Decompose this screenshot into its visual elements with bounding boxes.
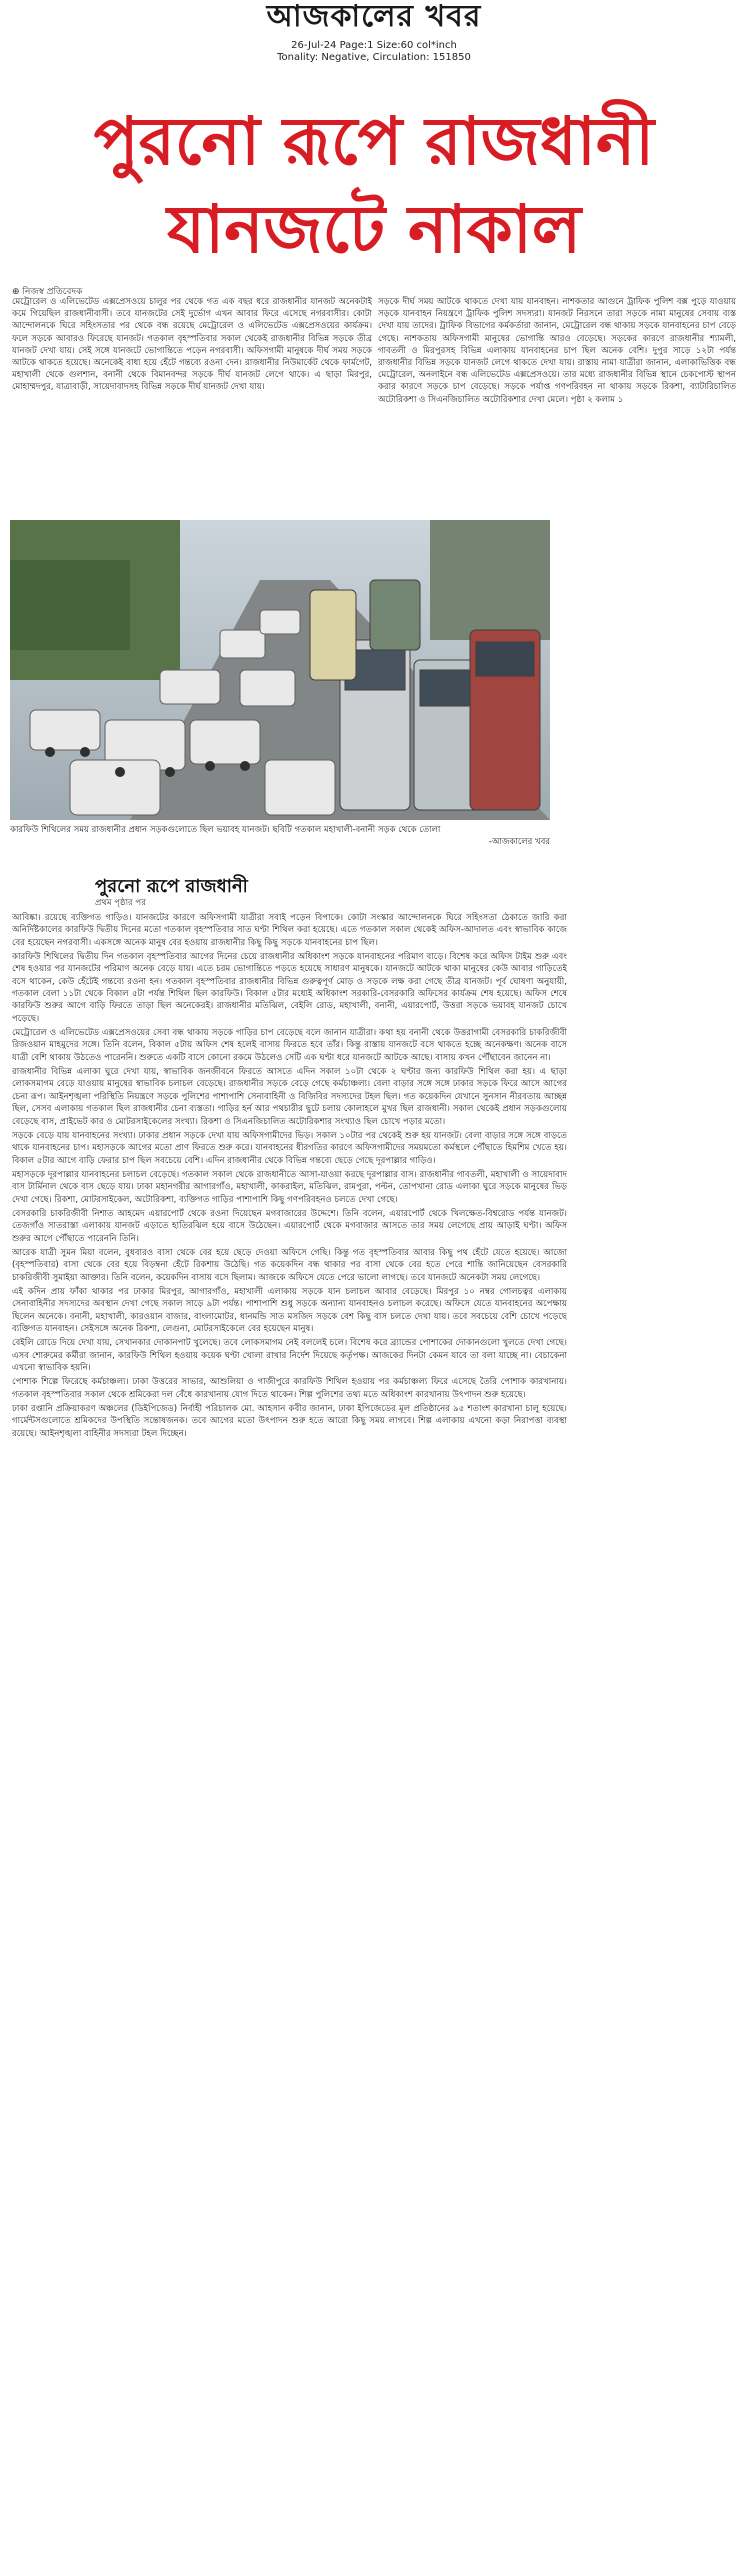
meta-line-2: Tonality: Negative, Circulation: 151850 — [277, 52, 471, 63]
body-paragraph: বেসরকারি চাকরিজীবী নিশাত আহমেদ এয়ারপোর্ট থেকে রওনা দিয়েছেন মগবাজারের উদ্দেশে। তিনি বলেন, এয়ারপোর্ট থেকে খিলক্ষেত-বিশ্বরোড পর্যন্ত যানজট। তেজগাঁও সাতরাস্তা এলাকায় যানজট এড়াতে হাতিরঝিল হয়ে বাসে উঠেছেন। এয়ারপোর্ট থেকে মগবাজার আসতে তার সময় লেগেছে প্রায় আড়াই ঘণ্টা। অফিস শুরুর আগে পৌঁছাতে পারেননি তিনি। — [12, 1208, 567, 1244]
body-paragraph: আরেক যাত্রী সুমন মিয়া বলেন, বুধবারও বাসা থেকে বের হয়ে ছেড়ে দেওয়া অফিসে গেছি। কিন্তু গত বৃহস্পতিবার আবার কিছু পথ হেঁটে যেতে হয়েছে। আজো (বৃহস্পতিবার) বাসা থেকে বের হয়ে বিড়ম্বনা হেঁটে রিকশায় উঠেছি। গত কয়েকদিন বন্ধ থাকার পর বাসা থেকে বের হতে পেরে শান্তি জানিয়েছেন বেসরকারি চাকরিজীবী সুমাইয়া আক্তার। তিনি বলেন, কয়েকদিন বাসায় বসে ছিলাম। আজকে অফিসে যেতে পেরে ভালো লাগছে। তবে যানজটে অনেকটা সময় লেগেছে। — [12, 1247, 567, 1283]
body-paragraph: আবিষ্কা। রয়েছে ব্যক্তিগত গাড়িও। যানজটের কারণে অফিসগামী যাত্রীরা সবাই পড়েন বিপাকে। কোটা সংস্কার আন্দোলনকে ঘিরে সহিংসতা ঠেকাতে জারি করা অনির্দিষ্টকালের কারফিউ দ্বিতীয় দিনের মতো গতকাল বৃহস্পতিবার সাত ঘণ্টা শিথিল করা হয়েছে। এতে গতকাল সকাল থেকেই অফিস-আদালত এবং স্বাভাবিক কাজে বের হয়েছেন নগরবাসী। একসঙ্গে অনেক মানুষ বের হওয়ায় রাজধানীর কিছু কিছু সড়কে যানবাহনের চাপ ছিল। — [12, 913, 567, 948]
clipping-meta — [0, 40, 748, 64]
traffic-jam-photo — [10, 520, 550, 820]
headline-line-1: পুরনো রূপে রাজধানী — [93, 103, 655, 180]
caption-text: কারফিউ শিথিলের সময় রাজধানীর প্রধান সড়কগুলোতে ছিল ভয়াবহ যানজট। ছবিটি গতকাল মহাখালী-বনানী সড়ক থেকে তোলা — [10, 825, 441, 835]
continuation-body — [12, 912, 567, 2552]
continuation-subheading: প্রথম পৃষ্ঠার পর — [95, 898, 146, 908]
body-paragraph: এই কদিন প্রায় ফাঁকা থাকার পর ঢাকার মিরপুর, আগারগাঁও, মহাখালী এলাকায় সড়কে যান চলাচল আবার বেড়েছে। মিরপুর ১০ নম্বর গোলচত্বর এলাকায় সেনাবাহিনীর সদস্যদের অবস্থান দেখা গেছে সকাল সাড়ে ৯টা পর্যন্ত। পাশাপাশি শুধু সড়কে অন্যান্য যানবাহনও চলাচল করেছে। অফিসে যেতে যানবাহনের অপেক্ষায় ছিলেন অনেকে। বনানী, মহাখালী, কারওয়ান বাজার, বাংলামোটর, ধানমন্ডি সাত মসজিদ সড়কে বেশ কিছু বাস চলতে দেখা যায়। তবে সবচেয়ে বেশি চোখে পড়েছে ব্যক্তিগত যানবাহন। সেইসঙ্গে অনেক রিকশা, লেগুনা, মোটরসাইকেলে বের হয়েছেন মানুষ। — [12, 1286, 567, 1334]
body-paragraph: রাজধানীর বিভিন্ন এলাকা ঘুরে দেখা যায়, স্বাভাবিক জনজীবনে ফিরতে আসতে এদিন সকাল ১০টা থেকে ২ ঘণ্টার জন্য কারফিউ শিথিল করা হয়। এ ছাড়া লোকসমাগম বেড়ে যাওয়ায় মানুষের স্বাভাবিক চলাচল বেড়েছে। রাজধানীর সড়কে বেড়ে গেছে কর্মচাঞ্চল্য। বেলা বাড়ার সঙ্গে সঙ্গে ঢাকার সড়কে ফিরে আসে আগের চেনা রূপ। আইনশৃঙ্খলা পরিস্থিতি নিয়ন্ত্রণে সড়কে পুলিশের পাশাপাশি সেনাবাহিনী ও বিজিবির সদস্যদের টহল ছিল। গত কয়েকদিন যেখানে সুনসান নীরবতায় আচ্ছন্ন ছিল, সেসব এলাকায় গতকাল ছিল রাজধানীর চেনা ব্যস্ততা। গাড়ির হর্ন আর পথচারীর ছুটে চলায় কোলাহলে মুখর ছিল রাজধানী। সকাল থেকেই প্রধান সড়কগুলোয় বেড়েছে বাস, প্রাইভেট কার ও মোটরসাইকেলের সংখ্যা। রিকশা ও সিএনজিচালিত অটোরিকশার সংখ্যাও ছিল চোখে পড়ার মতো। — [12, 1067, 567, 1127]
lead-column-2 — [378, 296, 736, 506]
body-paragraph: কারফিউ শিথিলের দ্বিতীয় দিন গতকাল বৃহস্পতিবার আগের দিনের চেয়ে রাজধানীর অধিকাংশ সড়কে যানবাহনের পরিমাণ বাড়ে। বিশেষ করে অফিস টাইম শুরু এবং শেষ হওয়ার পর যানজটের পরিমাণ অনেক বেড়ে যায়। এতে চরম ভোগান্তিতে পড়তে হয়েছে সাধারণ মানুষকে। যানজটে আটকে থাকা মানুষের কেউ আবার গাড়িতেই বসে থাকেন, কেউ হেঁটেই গন্তব্যে রওনা হন। গতকাল বৃহস্পতিবার রাজধানীর বিভিন্ন গুরুত্বপূর্ণ মোড় ও সড়কে লক্ষ করা গেছে তীব্র যানজট। পূর্ব ঘোষণা অনুযায়ী, গতকাল বেলা ১১টা থেকে বিকাল ৫টা পর্যন্ত শিথিল ছিল কারফিউ। বিকাল ৫টার মধ্যেই অধিকাংশ সরকারি-বেসরকারি অফিসের কার্যক্রম শেষ হয়েছে। অফিস শেষে কারফিউ শুরুর আগে বাড়ি ফিরতে তাড়া ছিল অনেকেরই। রাজধানীর মতিঝিল, বেইলি রোড, মহাখালী, বনানী, এয়ারপোর্ট, উত্তরা সড়কে ভয়াবহ যানজট চোখে পড়েছে। — [12, 952, 567, 1024]
headline — [0, 98, 748, 274]
photo-caption — [10, 824, 550, 847]
photo-credit: -আজকালের খবর — [488, 837, 550, 847]
body-paragraph: পোশাক শিল্পে ফিরেছে কর্মচাঞ্চল্য। ঢাকা উত্তরের সাভার, আশুলিয়া ও গাজীপুরে কারফিউ শিথিল হওয়ায় পর কর্মচাঞ্চল্য ফিরে এসেছে তৈরি পোশাক কারখানায়। গতকাল বৃহস্পতিবার সকাল থেকে শ্রমিকেরা দল বেঁধে কারখানায় যোগ দিতে থাকেন। শিল্প পুলিশের তথ্য মতে অধিকাংশ কারখানায় উৎপাদন শুরু হয়েছে। — [12, 1377, 567, 1400]
lead-text-1: মেট্রোরেল ও এলিভেটেড এক্সপ্রেসওয়ে চালুর পর থেকে গত এক বছর ধরে রাজধানীর যানজট অনেকটাই কমে গিয়েছিল রাজধানীবাসী। তবে যানজটের সেই দুর্ভোগ এখন আবার ফিরে এসেছে নগরবাসীর। কোটা আন্দোলনকে ঘিরে সহিংসতার পর থেকে বন্ধ রয়েছে মেট্রোরেল ও এলিভেটেড এক্সপ্রেসওয়ের কার্যক্রম। ফলে সড়কে আবারও ফিরেছে যানজট। গতকাল বৃহস্পতিবার সকাল থেকেই রাজধানীর বিভিন্ন সড়কে তীব্র যানজট দেখা যায়। সেই সঙ্গে যানজটে ভোগান্তিতে পড়েন নগরবাসী। অফিসগামী মানুষকে দীর্ঘ সময় সড়কে আটকে থাকতে হয়েছে। অনেকেই বাধ্য হয়ে হেঁটে গন্তব্যে রওনা দেন। রাজধানীর নিউমার্কেট থেকে ফার্মগেট, মহাখালী থেকে গুলশান, বনানী থেকে বিমানবন্দর সড়কে দীর্ঘ যানজট লেগে থাকে। এ ছাড়া মিরপুর, মোহাম্মদপুর, যাত্রাবাড়ী, সায়েদাবাদসহ বিভিন্ন সড়কে দীর্ঘ যানজট দেখা যায়। — [12, 297, 372, 393]
body-paragraph: বেইলি রোডে দিয়ে দেখা যায়, সেখানকার দোকানপাট খুলেছে। তবে লোকসমাগম নেই বললেই চলে। বিশেষ করে ব্র্যান্ডের পোশাকের দোকানগুলো খুলতে দেখা গেছে। এসব শোরুমের কর্মীরা জানান, কারফিউ শিথিল হওয়ায় কয়েক ঘণ্টা খোলা রাখার নির্দেশ দিয়েছে কর্তৃপক্ষ। আজকের দিনটা কেমন যাবে তা বলা যাচ্ছে না। বেচাকেনা এখনো স্বাভাবিক হয়নি। — [12, 1338, 567, 1374]
body-paragraph: ঢাকা রপ্তানি প্রক্রিয়াকরণ অঞ্চলের (ডিইপিজেড) নির্বাহী পরিচালক মো. আহসান কবীর জানান, ঢাকা ইপিজেডের মূল প্রতিষ্ঠানের ৯৫ শতাংশ কারখানা চালু হয়েছে। গার্মেন্টসগুলোতে শ্রমিকদের উপস্থিতি সন্তোষজনক। তবে আগের মতো উৎপাদন শুরু হতে আরো কিছু সময় লাগবে। শিল্প এলাকায় এখনো কড়া নিরাপত্তা ব্যবস্থা রয়েছে। আইনশৃঙ্খলা বাহিনীর সদস্যরা টহল দিচ্ছেন। — [12, 1404, 567, 1439]
lead-column-1 — [12, 296, 372, 506]
meta-line-1: 26-Jul-24 Page:1 Size:60 col*inch — [291, 40, 457, 51]
body-paragraph: সড়কে বেড়ে যায় যানবাহনের সংখ্যা। ঢাকার প্রধান সড়কে দেখা যায় অফিসগামীদের ভিড়। সকাল ১০টার পর থেকেই শুরু হয় যানজট। বেলা বাড়ার সঙ্গে সঙ্গে বাড়তে থাকে যানবাহনের চাপ। মহাসড়কে আগের মতো প্রাণ ফিরতে শুরু করে। যানবাহনের ধীরগতির কারণে অফিসগামীদের সময়মতো কর্মস্থলে পৌঁছাতে হিমশিম খেতে হয়। বিকাল ৫টার আগে বাড়ি ফেরার চাপ ছিল সবচেয়ে বেশি। এদিন রাজধানীর থেকে বিভিন্ন গন্তব্যে ছেড়ে গেছে দূরপাল্লার গাড়িও। — [12, 1130, 567, 1166]
continuation-heading: পুরনো রূপে রাজধানী — [95, 876, 248, 897]
photo-illustration — [10, 520, 550, 820]
body-paragraph: মহাসড়কে দূরপাল্লার যানবাহনের চলাচল বেড়েছে। গতকাল সকাল থেকে রাজধানীতে আসা-যাওয়া করছে দূরপাল্লার বাস। রাজধানীর গাবতলী, মহাখালী ও সায়েদাবাদ বাস টার্মিনাল থেকে বাস ছেড়ে যায়। ঢাকা মহানগরীর আগারগাঁও, মহাখালী, কাকরাইল, মতিঝিল, রামপুরা, পল্টন, তোপখানা রোড এলাকা ঘুরে সড়কে মানুষের ভিড় দেখা গেছে। রিকশা, মোটরসাইকেল, অটোরিকশা, ব্যক্তিগত গাড়ির পাশাপাশি কিছু গণপরিবহনও চলতে দেখা গেছে। — [12, 1169, 567, 1205]
lead-text-2: সড়কে দীর্ঘ সময় আটকে থাকতে দেখা যায় যানবাহন। নাশকতার আগুনে ট্রাফিক পুলিশ বক্স পুড়ে যাওয়ায় সড়কে যানবাহন নিয়ন্ত্রণে ট্রাফিক পুলিশ সদস্যরা। যানজট নিরসনে তারা সড়কে নামা মানুষের সেবায় ব্যস্ত দেখা যায় তাদের। ট্রাফিক বিভাগের কর্মকর্তারা জানান, মেট্রোরেল বন্ধ থাকায় সড়কে যানবাহনের চাপ বেড়ে গেছে। নাশকতায় অফিসগামী মানুষের ভোগান্তি আরও বেড়েছে। সড়কের কারণে রাজধানীর শ্যামলী, গাবতলী ও মিরপুরসহ বিভিন্ন এলাকায় যানবাহনের চাপ ছিল অনেক বেশি। দুপুর সাড়ে ১২টা পর্যন্ত রাজধানীর বিভিন্ন সড়কে যানজট লেগে থাকতে দেখা যায়। রাস্তায় নামা যাত্রীরা জানান, এলাকাভিত্তিক বন্ধ মেট্রোরেল, অনলাইনে বন্ধ এলিভেটেড এক্সপ্রেসওয়ে। তার মধ্যে রাজধানীর বিভিন্ন স্থানে চেকপোস্ট স্থাপন করার কারণে সড়কে চাপ বেড়েছে। সড়কে পর্যাপ্ত গণপরিবহন না থাকায় সড়কে রিকশা, ব্যাটারিচালিত অটোরিকশা ও সিএনজিচালিত অটোরিকশার দেখা মেলে। পৃষ্ঠা ২ কলাম ১ — [378, 297, 736, 405]
body-paragraph: মেট্রোরেল ও এলিভেটেড এক্সপ্রেসওয়ের সেবা বন্ধ থাকায় সড়কে গাড়ির চাপ বেড়েছে বলে জানান যাত্রীরা। কথা হয় বনানী থেকে উত্তরাগামী বেসরকারি চাকরিজীবী রিজওয়ান মাহমুদের সঙ্গে। তিনি বলেন, বিকাল ৫টায় অফিস শেষ হলেই বাসায় ফিরতে হবে তাঁর। কিন্তু রাস্তায় যানজটে বসে থাকতে হচ্ছে অনেকক্ষণ। অনেক বাসে যাত্রী বেশি থাকায় উঠতেও পারেননি। শুরুতে একটি বাসে কোনো রকমে উঠলেও সেটি এক ঘণ্টা ধরে যানজটে আটকে আছে। বাসায় কখন পৌঁছাবেন জানেন না। — [12, 1028, 567, 1063]
byline: ⊕ নিজস্ব প্রতিবেদক — [12, 287, 83, 297]
newspaper-logo: আজকালের খবর — [266, 0, 482, 34]
headline-line-2: যানজটে নাকাল — [166, 191, 582, 268]
